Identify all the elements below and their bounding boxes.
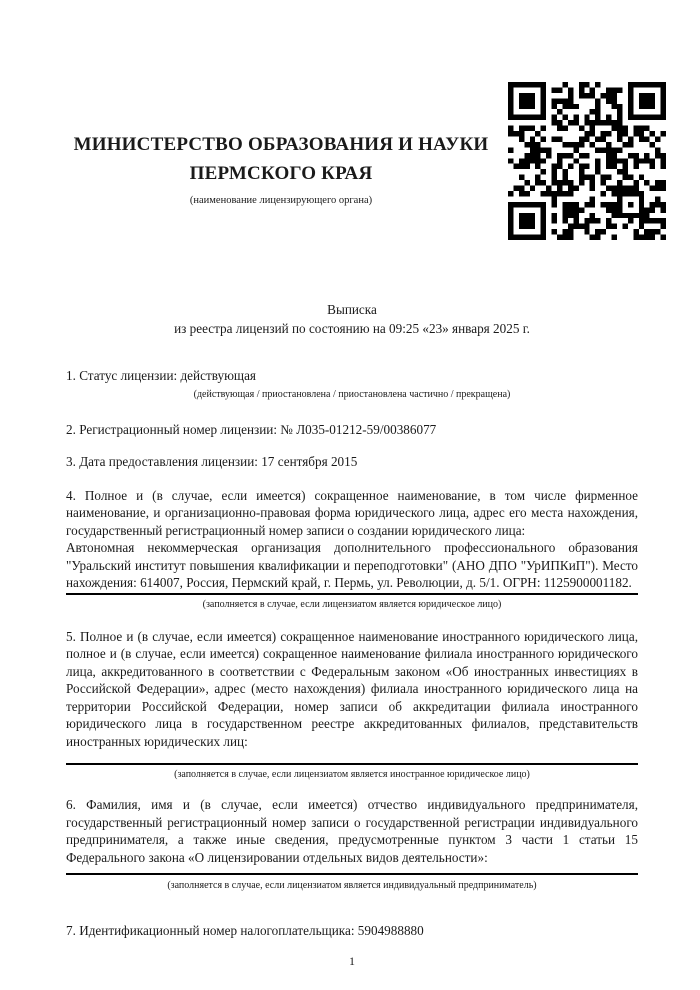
document-title-line2: из реестра лицензий по состоянию на 09:25 «23» января 2025 г. bbox=[174, 321, 530, 336]
legal-entity-rule bbox=[66, 593, 638, 595]
foreign-entity-rule bbox=[66, 763, 638, 765]
license-reg-number: 2. Регистрационный номер лицензии: № Л035-01212-59/00386077 bbox=[66, 421, 437, 437]
ministry-name-line1: МИНИСТЕРСТВО ОБРАЗОВАНИЯ И НАУКИ bbox=[73, 134, 489, 155]
page-number: 1 bbox=[349, 953, 355, 968]
legal-entity-note: (заполняется в случае, если лицензиатом является юридическое лицо) bbox=[202, 598, 502, 610]
ministry-name-line2: ПЕРМСКОГО КРАЯ bbox=[189, 163, 373, 184]
foreign-entity-note: (заполняется в случае, если лицензиатом является иностранное юридическое лицо) bbox=[174, 769, 530, 780]
document-body bbox=[66, 0, 638, 969]
ministry-note: (наименование лицензирующего органа) bbox=[189, 195, 373, 206]
legal-entity-clause: 4. Полное и (в случае, если имеется) сокращенное наименование, в том числе фирменное наименование, и организационно-правовая форма юридического лица, адрес его места нахождения, государственный регистрационный номер записи о создании юридического лица: bbox=[66, 487, 638, 538]
document-title bbox=[66, 300, 638, 338]
license-status: 1. Статус лицензии: действующая bbox=[66, 368, 257, 383]
legal-entity-value: Автономная некоммерческая организация дополнительного профессионального образования "Уральский институт повышения квалификации и переподготовки" (АНО ДПО "УрИПКиП"). Место нахождения: 614007, Россия, Пермский край, г. Пермь, ул. Революции, д. 5/1. ОГРН: 1125900001182. bbox=[66, 540, 638, 590]
entrepreneur-rule bbox=[66, 873, 638, 875]
license-grant-date: 3. Дата предоставления лицензии: 17 сентября 2015 bbox=[66, 454, 358, 469]
entrepreneur-note: (заполняется в случае, если лицензиатом является индивидуальный предприниматель) bbox=[167, 880, 537, 891]
entrepreneur-clause: 6. Фамилия, имя и (в случае, если имеется) отчество индивидуального предпринимателя, государственный регистрационный номер записи о государственной регистрации индивидуального предпринимателя, а также иные сведения, предусмотренные пунктом 3 части 1 статьи 15 Федерального закона «О лицензировании отдельных видов деятельности»: bbox=[66, 797, 638, 865]
license-status-note: (действующая / приостановлена / приостановлена частично / прекращена) bbox=[193, 388, 511, 400]
taxpayer-inn: 7. Идентификационный номер налогоплательщика: 5904988880 bbox=[66, 923, 424, 938]
document-title-line1: Выписка bbox=[327, 302, 377, 317]
foreign-entity-clause: 5. Полное и (в случае, если имеется) сокращенное наименование иностранного юридического лица, полное и (в случае, если имеется) сокращенное наименование филиала иностранного юридического лица, аккредитованного в соответствии с Федеральным законом «Об иностранных инвестициях в Российской Федерации», адрес (место нахождения) филиала иностранного юридического лица на территории Российской Федерации, номер записи об аккредитации филиала иностранного юридического лица в государственном реестре аккредитованных филиалов, представительств иностранных юридических лиц: bbox=[66, 628, 638, 749]
